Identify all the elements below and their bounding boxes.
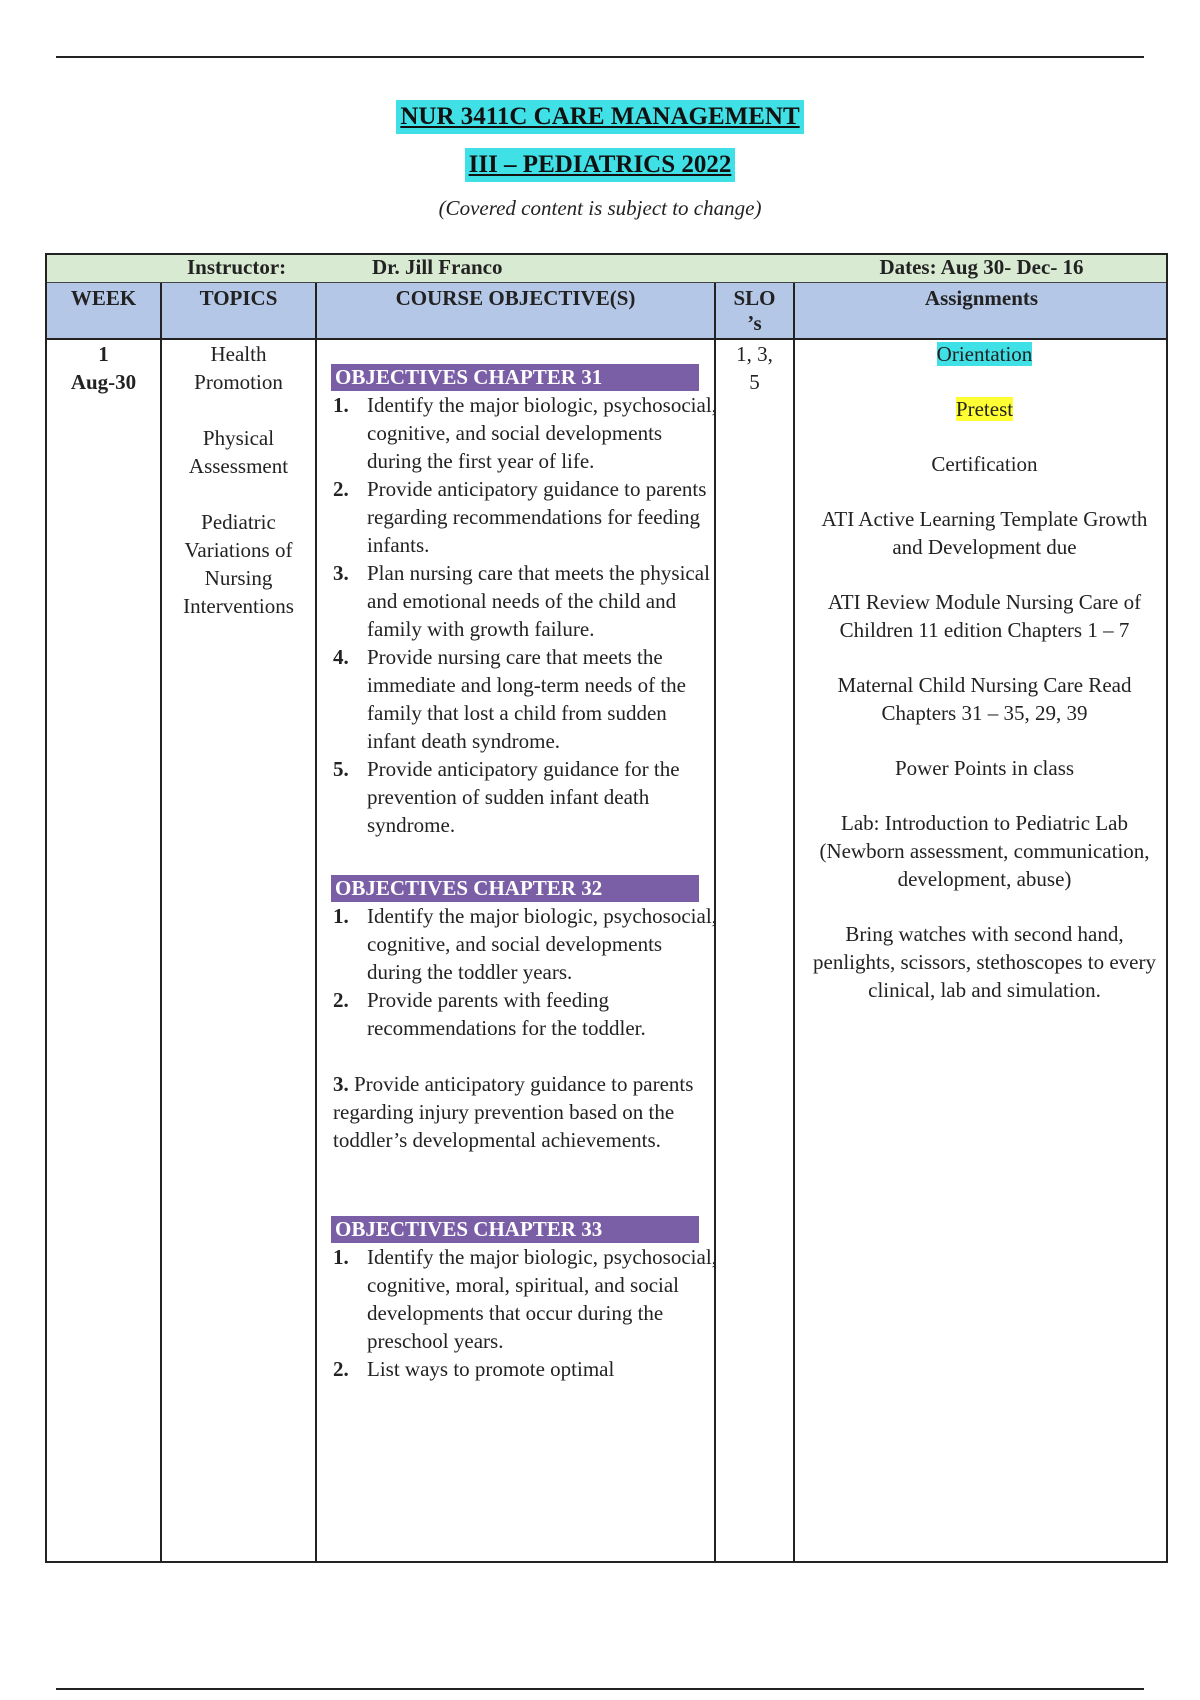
document-title-line-2: III – PEDIATRICS 2022 <box>465 148 736 182</box>
course-dates: Dates: Aug 30- Dec- 16 <box>879 255 1084 279</box>
objectives-chapter-33-heading: OBJECTIVES CHAPTER 33 <box>331 1216 699 1243</box>
topic-health-promotion: Health Promotion <box>194 342 283 394</box>
assignment-lab: Lab: Introduction to Pediatric Lab (Newborn assessment, communication, development, abuse) <box>819 811 1150 891</box>
objectives-chapter-32-heading: OBJECTIVES CHAPTER 32 <box>331 875 699 902</box>
item-number: 2. <box>333 1357 349 1381</box>
item-number: 1. <box>333 904 349 928</box>
objectives-chapter-32-list <box>327 902 717 1154</box>
topics-cell <box>162 340 315 620</box>
header-course-objectives: COURSE OBJECTIVE(S) <box>395 286 636 310</box>
slo-values: 1, 3, 5 <box>736 342 773 394</box>
instructor-label: Instructor: <box>187 255 287 279</box>
objectives-chapter-33-list <box>327 1243 717 1383</box>
assignment-reading: Maternal Child Nursing Care Read Chapters 31 – 35, 29, 39 <box>837 673 1132 725</box>
bottom-rule <box>56 1688 1144 1690</box>
assignment-pretest: Pretest <box>955 397 1014 421</box>
item-number: 1. <box>333 1245 349 1269</box>
list-item <box>327 902 717 986</box>
topic-physical-assessment: Physical Assessment <box>188 426 289 478</box>
list-item <box>327 1355 717 1383</box>
objectives-chapter-31-list <box>327 391 717 839</box>
column-divider <box>315 283 317 1563</box>
item-number: 2. <box>333 988 349 1012</box>
item-text: Plan nursing care that meets the physical and emotional needs of the child and family with growth failure. <box>367 561 710 641</box>
course-schedule-table <box>45 253 1168 1563</box>
title-line-1-wrap <box>0 100 1200 134</box>
item-number: 5. <box>333 757 349 781</box>
objectives-chapter-31-heading: OBJECTIVES CHAPTER 31 <box>331 364 699 391</box>
item-text: Provide anticipatory guidance to parents regarding injury prevention based on the toddler’s developmental achievements. <box>333 1072 694 1152</box>
item-number: 2. <box>333 477 349 501</box>
topic-pediatric-variations: Pediatric Variations of Nursing Interventions <box>183 510 294 618</box>
week-cell <box>47 340 160 396</box>
list-item <box>327 475 717 559</box>
list-item <box>327 986 717 1042</box>
item-text: List ways to promote optimal <box>367 1357 615 1381</box>
item-number: 3. <box>333 1072 349 1096</box>
item-number: 4. <box>333 645 349 669</box>
item-text: Identify the major biologic, psychosocial, cognitive, moral, spiritual, and social developments that occur during the preschool years. <box>367 1245 717 1353</box>
document-subtitle: (Covered content is subject to change) <box>438 196 762 220</box>
header-week: WEEK <box>70 286 137 310</box>
assignment-orientation: Orientation <box>936 342 1033 366</box>
assignment-equipment-note: Bring watches with second hand, penlights, scissors, stethoscopes to every clinical, lab and simulation. <box>813 922 1156 1002</box>
header-slo-line-1: SLO <box>733 286 776 310</box>
week-number: 1 <box>98 342 109 366</box>
title-line-2-wrap <box>0 148 1200 182</box>
instructor-name: Dr. Jill Franco <box>372 255 503 279</box>
header-topics: TOPICS <box>199 286 278 310</box>
item-text: Provide anticipatory guidance for the prevention of sudden infant death syndrome. <box>367 757 680 837</box>
header-slo-line-2: ’s <box>747 311 762 335</box>
assignment-certification: Certification <box>931 452 1038 476</box>
item-number: 1. <box>333 393 349 417</box>
item-text: Provide anticipatory guidance to parents regarding recommendations for feeding infants. <box>367 477 707 557</box>
assignments-cell <box>807 340 1162 1031</box>
item-number: 3. <box>333 561 349 585</box>
column-divider <box>793 283 795 1563</box>
assignment-ati-template: ATI Active Learning Template Growth and Development due <box>821 507 1148 559</box>
list-item <box>327 559 717 643</box>
header-assignments: Assignments <box>924 286 1039 310</box>
list-item <box>327 1243 717 1355</box>
item-text: Provide parents with feeding recommendations for the toddler. <box>367 988 646 1040</box>
top-rule <box>56 56 1144 58</box>
slo-cell <box>716 340 793 396</box>
header-slos <box>716 286 793 336</box>
list-item <box>327 391 717 475</box>
assignment-ati-review-module: ATI Review Module Nursing Care of Children 11 edition Chapters 1 – 7 <box>827 590 1142 642</box>
week-date: Aug-30 <box>70 370 137 394</box>
assignment-power-points: Power Points in class <box>894 756 1075 780</box>
item-text: Provide nursing care that meets the immediate and long-term needs of the family that lost a child from sudden infant death syndrome. <box>367 645 686 753</box>
item-text: Identify the major biologic, psychosocial, cognitive, and social developments during the toddler years. <box>367 904 717 984</box>
list-item <box>327 643 717 755</box>
document-title-line-1: NUR 3411C CARE MANAGEMENT <box>396 100 803 134</box>
list-item <box>327 755 717 839</box>
objectives-cell <box>327 340 717 1383</box>
list-item <box>327 1070 717 1154</box>
item-text: Identify the major biologic, psychosocial, cognitive, and social developments during the first year of life. <box>367 393 717 473</box>
